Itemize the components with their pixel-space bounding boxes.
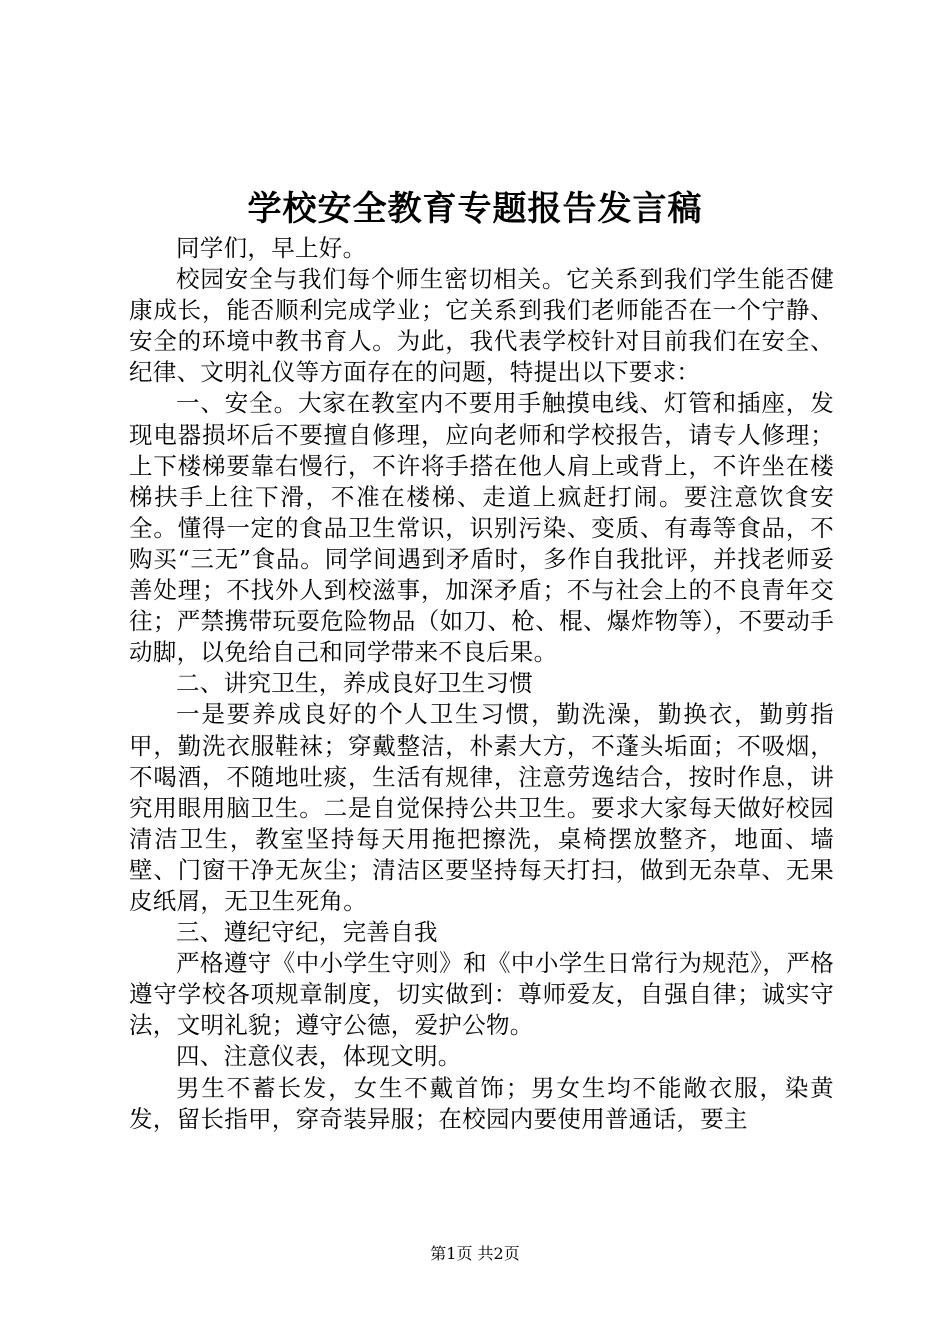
section-heading-hygiene: 二、讲究卫生，养成良好卫生习惯 bbox=[176, 669, 533, 698]
paragraph-safety: 一、安全。大家在教室内不要用手触摸电线、灯管和插座，发现电器损坏后不要擅自修理，应向老师和学校报告，请专人修理；上下楼梯要靠右慢行，不许将手搭在他人肩上或背上，不许坐在楼梯扶手上往下滑，不准在楼梯、走道上疯赶打闹。要注意饮食安全。懂得一定的食品卫生常识，识别污染、变质、有毒等食品，不购买“三无”食品。同学间遇到矛盾时，多作自我批评，并找老师妥善处理；不找外人到校滋事，加深矛盾；不与社会上的不良青年交往；严禁携带玩耍危险物品（如刀、枪、棍、爆炸物等），不要动手动脚，以免给自己和同学带来不良后果。 bbox=[129, 389, 834, 667]
paragraph-intro: 校园安全与我们每个师生密切相关。它关系到我们学生能否健康成长，能否顺利完成学业；它关系到我们老师能否在一个宁静、安全的环境中教书育人。为此，我代表学校针对目前我们在安全、纪律、文明礼仪等方面存在的问题，特提出以下要求： bbox=[129, 265, 834, 387]
section-heading-discipline: 三、遵纪守纪，完善自我 bbox=[176, 918, 438, 947]
paragraph-discipline: 严格遵守《中小学生守则》和《中小学生日常行为规范》，严格遵守学校各项规章制度，切实做到：尊师爱友，自强自律；诚实守法，文明礼貌；遵守公德，爱护公物。 bbox=[129, 949, 834, 1040]
paragraph-greeting: 同学们，早上好。 bbox=[176, 234, 367, 262]
paragraph-appearance: 男生不蓄长发，女生不戴首饰；男女生均不能敞衣服，染黄发，留长指甲，穿奇装异服；在校园内要使用普通话，要主 bbox=[129, 1073, 834, 1133]
paragraph-hygiene: 一是要养成良好的个人卫生习惯，勤洗澡，勤换衣，勤剪指甲，勤洗衣服鞋袜；穿戴整洁，朴素大方，不蓬头垢面；不吸烟，不喝酒，不随地吐痰，生活有规律，注意劳逸结合，按时作息，讲究用眼用脑卫生。二是自觉保持公共卫生。要求大家每天做好校园清洁卫生，教室坚持每天用拖把擦洗，桌椅摆放整齐，地面、墙壁、门窗干净无灰尘；清洁区要坚持每天打扫，做到无杂草、无果皮纸屑，无卫生死角。 bbox=[129, 700, 834, 915]
document-title: 学校安全教育专题报告发言稿 bbox=[247, 189, 703, 229]
document-body bbox=[129, 233, 834, 1135]
section-heading-appearance: 四、注意仪表，体现文明。 bbox=[176, 1042, 462, 1071]
page-number-footer: 第1页 共2页 bbox=[430, 1244, 520, 1263]
